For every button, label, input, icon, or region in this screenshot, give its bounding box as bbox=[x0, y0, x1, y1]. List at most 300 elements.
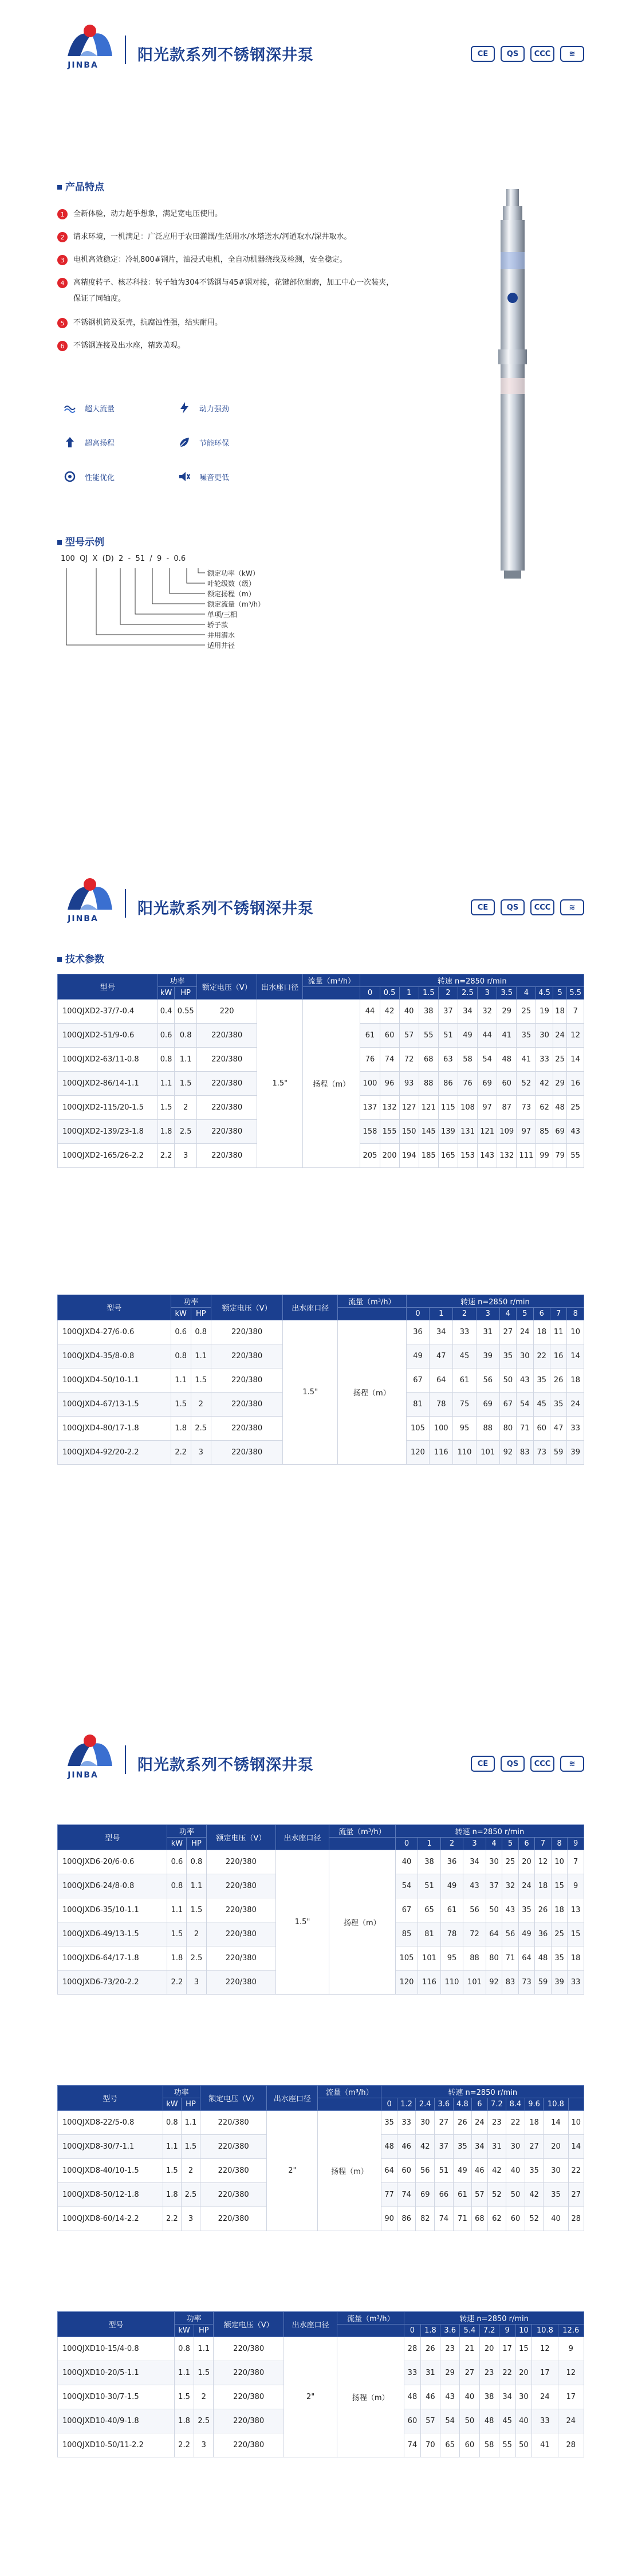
hp-cell: 2 bbox=[187, 1922, 206, 1946]
head-value-cell: 30 bbox=[517, 1344, 533, 1368]
model-annotation: 额定功率（kW） bbox=[207, 569, 259, 577]
voltage-cell: 220/380 bbox=[211, 1320, 283, 1344]
hp-cell: 1.1 bbox=[187, 1874, 206, 1898]
table-header-row bbox=[58, 974, 584, 987]
flow-value-header: 7 bbox=[550, 1308, 566, 1320]
head-value-cell: 27 bbox=[435, 2111, 454, 2135]
col-header-outlet: 出水座口径 bbox=[283, 1295, 338, 1320]
head-value-cell: 26 bbox=[535, 1898, 552, 1922]
flow-value-header: 3.6 bbox=[440, 2325, 460, 2337]
model-cell: 100QJXD8-50/12-1.8 bbox=[58, 2183, 163, 2207]
voltage-cell: 220/380 bbox=[211, 1344, 283, 1368]
optimize-icon bbox=[63, 470, 77, 483]
head-value-cell: 108 bbox=[458, 1096, 477, 1120]
head-value-cell: 10 bbox=[551, 1850, 568, 1874]
lift-icon bbox=[63, 435, 77, 449]
head-value-cell: 127 bbox=[399, 1096, 419, 1120]
model-annotation-lines bbox=[61, 566, 210, 675]
head-value-cell: 32 bbox=[502, 1874, 519, 1898]
speed-label: 转速 bbox=[455, 1828, 472, 1836]
head-value-cell: 40 bbox=[460, 2385, 479, 2409]
table-header-row bbox=[58, 2312, 584, 2325]
flow-value-header: 4.8 bbox=[453, 2098, 472, 2111]
model-annotation: 适用井径 bbox=[207, 642, 235, 650]
head-value-cell: 158 bbox=[360, 1120, 380, 1144]
col-header-model: 型号 bbox=[58, 974, 158, 1000]
model-cell: 100QJXD8-30/7-1.1 bbox=[58, 2135, 163, 2159]
head-value-cell: 46 bbox=[472, 2159, 487, 2183]
model-cell: 100QJXD6-24/8-0.8 bbox=[58, 1874, 167, 1898]
head-value-cell: 12 bbox=[535, 1850, 552, 1874]
head-value-cell: 46 bbox=[397, 2135, 416, 2159]
head-value-cell: 40 bbox=[544, 2207, 568, 2231]
kw-cell: 0.8 bbox=[158, 1048, 174, 1072]
kw-cell: 2.2 bbox=[167, 1971, 187, 1995]
header-divider bbox=[125, 889, 126, 918]
head-value-cell: 55 bbox=[567, 1144, 584, 1168]
head-value-cell: 16 bbox=[567, 1072, 584, 1096]
head-value-cell: 24 bbox=[518, 1874, 535, 1898]
eco-icon bbox=[178, 435, 191, 449]
head-value-cell: 80 bbox=[499, 1417, 516, 1441]
head-value-cell: 14 bbox=[568, 2135, 584, 2159]
head-value-cell: 50 bbox=[499, 1368, 516, 1393]
head-value-cell: 55 bbox=[419, 1024, 438, 1048]
feature-item bbox=[57, 209, 222, 222]
head-value-cell: 100 bbox=[360, 1072, 380, 1096]
head-value-cell: 20 bbox=[479, 2337, 499, 2361]
head-value-cell: 121 bbox=[419, 1096, 438, 1120]
head-value-cell: 49 bbox=[518, 1922, 535, 1946]
head-value-cell: 33 bbox=[567, 1417, 584, 1441]
flow-value-header: 0 bbox=[381, 2098, 397, 2111]
col-header-kw: kW bbox=[163, 2098, 182, 2111]
voltage-cell: 220/380 bbox=[206, 1898, 276, 1922]
head-value-cell: 145 bbox=[419, 1120, 438, 1144]
feature-icon-item bbox=[63, 435, 115, 449]
col-header-kw: kW bbox=[167, 1838, 187, 1850]
feature-icon-label: 节能环保 bbox=[199, 439, 230, 448]
head-value-cell: 34 bbox=[472, 2135, 487, 2159]
model-cell: 100QJXD10-15/4-0.8 bbox=[58, 2337, 175, 2361]
head-value-cell: 194 bbox=[399, 1144, 419, 1168]
head-value-cell: 33 bbox=[532, 2409, 558, 2433]
feature-text-line: 保证了同轴度。 bbox=[73, 294, 126, 303]
head-value-cell: 101 bbox=[418, 1946, 440, 1971]
head-value-cell: 97 bbox=[478, 1096, 497, 1120]
head-value-cell: 97 bbox=[517, 1120, 536, 1144]
head-value-cell: 48 bbox=[381, 2135, 397, 2159]
head-value-cell: 44 bbox=[478, 1024, 497, 1048]
outlet-cell: 2" bbox=[284, 2337, 337, 2457]
voltage-cell: 220/380 bbox=[197, 1120, 257, 1144]
spec-table bbox=[57, 974, 584, 1168]
power-icon bbox=[178, 401, 191, 415]
flow-value-header: 7.2 bbox=[479, 2325, 499, 2337]
col-header-hp: HP bbox=[187, 1838, 206, 1850]
head-value-cell: 42 bbox=[416, 2135, 435, 2159]
head-value-cell: 74 bbox=[380, 1048, 399, 1072]
head-value-cell: 67 bbox=[395, 1898, 418, 1922]
head-value-cell: 86 bbox=[438, 1072, 458, 1096]
head-label-cell: 扬程（m） bbox=[338, 1320, 407, 1465]
head-value-cell: 23 bbox=[479, 2361, 499, 2385]
head-value-cell: 24 bbox=[558, 2409, 584, 2433]
logo-mark-icon bbox=[63, 23, 115, 61]
feature-text-line: 高精度转子、核芯科技：转子轴为304不锈钢与45#钢对接，花键部位耐磨，加工中心一次装夹， bbox=[73, 278, 394, 287]
col-header-hp: HP bbox=[191, 1308, 211, 1320]
head-value-cell: 7 bbox=[568, 1850, 584, 1874]
head-value-cell: 30 bbox=[536, 1024, 553, 1048]
features-title: 产品特点 bbox=[57, 179, 104, 193]
model-cell: 100QJXD6-64/17-1.8 bbox=[58, 1946, 167, 1971]
head-value-cell: 116 bbox=[418, 1971, 440, 1995]
hp-cell: 1.5 bbox=[187, 1898, 206, 1922]
hp-cell: 2 bbox=[182, 2159, 200, 2183]
head-value-cell: 49 bbox=[458, 1024, 477, 1048]
head-value-cell: 64 bbox=[381, 2159, 397, 2183]
head-value-cell: 22 bbox=[506, 2111, 525, 2135]
flow-value-header: 0 bbox=[360, 987, 380, 1000]
head-value-cell: 101 bbox=[476, 1441, 499, 1465]
speed-label: 转速 bbox=[460, 1298, 478, 1307]
feature-item bbox=[57, 278, 393, 307]
head-value-cell: 116 bbox=[430, 1441, 453, 1465]
hp-cell: 0.8 bbox=[175, 1024, 197, 1048]
table-row bbox=[58, 2337, 584, 2361]
head-value-cell: 33 bbox=[453, 1320, 477, 1344]
model-cell: 100QJXD10-40/9-1.8 bbox=[58, 2409, 175, 2433]
kw-cell: 0.8 bbox=[167, 1874, 187, 1898]
head-value-cell: 105 bbox=[395, 1946, 418, 1971]
head-value-cell: 38 bbox=[418, 1850, 440, 1874]
head-value-cell: 49 bbox=[440, 1874, 463, 1898]
feature-number: 6 bbox=[57, 341, 68, 351]
head-value-cell: 28 bbox=[568, 2207, 584, 2231]
head-value-cell: 13 bbox=[568, 1898, 584, 1922]
head-value-cell: 28 bbox=[404, 2337, 421, 2361]
head-value-cell: 88 bbox=[463, 1946, 486, 1971]
col-header-flow: 流量（m³/h） bbox=[303, 974, 360, 987]
head-value-cell: 35 bbox=[517, 1024, 536, 1048]
head-value-cell: 18 bbox=[553, 1000, 567, 1024]
head-value-cell: 28 bbox=[558, 2433, 584, 2457]
col-header-outlet: 出水座口径 bbox=[276, 1825, 329, 1850]
flow-value-header: 1.2 bbox=[397, 2098, 416, 2111]
ccc-cert-icon: CCC bbox=[530, 46, 554, 62]
kw-cell: 0.8 bbox=[171, 1344, 191, 1368]
head-value-cell: 48 bbox=[535, 1946, 552, 1971]
model-cell: 100QJXD10-50/11-2.2 bbox=[58, 2433, 175, 2457]
head-value-cell: 92 bbox=[486, 1971, 502, 1995]
model-annotation: 轿子款 bbox=[207, 621, 229, 629]
head-value-cell: 29 bbox=[440, 2361, 460, 2385]
brand-name: JINBA bbox=[68, 1771, 99, 1780]
head-value-cell: 16 bbox=[550, 1344, 566, 1368]
kw-cell: 1.1 bbox=[171, 1368, 191, 1393]
head-value-cell: 101 bbox=[463, 1971, 486, 1995]
voltage-cell: 220/380 bbox=[206, 1946, 276, 1971]
head-label-cell: 扬程（m） bbox=[329, 1850, 395, 1995]
head-value-cell: 32 bbox=[478, 1000, 497, 1024]
head-value-cell: 75 bbox=[453, 1393, 477, 1417]
flow-value-header: 3.6 bbox=[435, 2098, 454, 2111]
flow-value-header: 0.5 bbox=[380, 987, 399, 1000]
flow-value-header: 1 bbox=[418, 1838, 440, 1850]
flow-value-header: 9 bbox=[499, 2325, 515, 2337]
head-value-cell: 69 bbox=[416, 2183, 435, 2207]
hp-cell: 2.5 bbox=[187, 1946, 206, 1971]
voltage-cell: 220/380 bbox=[197, 1072, 257, 1096]
col-header-speed bbox=[360, 974, 584, 987]
model-cell: 100QJXD4-35/8-0.8 bbox=[58, 1344, 171, 1368]
head-value-cell: 65 bbox=[418, 1898, 440, 1922]
feature-icon-label: 超大流量 bbox=[85, 404, 115, 414]
feature-number: 2 bbox=[57, 232, 68, 242]
voltage-cell: 220/380 bbox=[197, 1024, 257, 1048]
head-value-cell: 45 bbox=[453, 1344, 477, 1368]
feature-number: 1 bbox=[57, 209, 68, 219]
col-header-power: 功率 bbox=[167, 1825, 206, 1838]
page-header bbox=[57, 23, 584, 74]
page-header bbox=[57, 876, 584, 928]
head-value-cell: 48 bbox=[404, 2385, 421, 2409]
model-cell: 100QJXD2-86/14-1.1 bbox=[58, 1072, 158, 1096]
head-value-cell: 50 bbox=[506, 2183, 525, 2207]
kw-cell: 1.8 bbox=[158, 1120, 174, 1144]
head-value-cell: 15 bbox=[551, 1874, 568, 1898]
head-value-cell: 43 bbox=[502, 1898, 519, 1922]
head-value-cell: 80 bbox=[486, 1946, 502, 1971]
head-value-cell: 43 bbox=[463, 1874, 486, 1898]
head-value-cell: 66 bbox=[435, 2183, 454, 2207]
tech-spec-title: 技术参数 bbox=[57, 951, 104, 965]
ce-cert-icon: CE bbox=[471, 46, 495, 62]
feature-text: 全新体验，动力超乎想象，满足宽电压使用。 bbox=[73, 210, 223, 218]
col-header-hp: HP bbox=[175, 987, 197, 1000]
col-header-voltage: 额定电压（V） bbox=[200, 2086, 267, 2111]
hp-cell: 2.5 bbox=[191, 1417, 211, 1441]
flow-value-header: 4 bbox=[517, 987, 536, 1000]
hp-cell: 1.5 bbox=[175, 1072, 197, 1096]
head-value-cell: 40 bbox=[506, 2159, 525, 2183]
spec-table bbox=[57, 1295, 584, 1465]
head-value-cell: 30 bbox=[515, 2385, 532, 2409]
feature-icon-item bbox=[178, 435, 229, 449]
flow-value-header: 4 bbox=[499, 1308, 516, 1320]
head-value-cell: 78 bbox=[430, 1393, 453, 1417]
model-cell: 100QJXD8-40/10-1.5 bbox=[58, 2159, 163, 2183]
head-value-cell: 18 bbox=[567, 1368, 584, 1393]
kw-cell: 1.8 bbox=[163, 2183, 182, 2207]
hp-cell: 1.1 bbox=[194, 2337, 214, 2361]
ce-cert-icon: CE bbox=[471, 1756, 495, 1772]
head-value-cell: 40 bbox=[399, 1000, 419, 1024]
energy-cert-icon: ≋ bbox=[560, 1756, 584, 1772]
head-value-cell: 62 bbox=[487, 2207, 506, 2231]
flow-value-header: 8 bbox=[567, 1308, 584, 1320]
kw-cell: 1.8 bbox=[171, 1417, 191, 1441]
col-header-outlet: 出水座口径 bbox=[284, 2312, 337, 2337]
head-value-cell: 73 bbox=[517, 1096, 536, 1120]
head-value-cell: 42 bbox=[380, 1000, 399, 1024]
feature-number: 5 bbox=[57, 318, 68, 328]
head-value-cell: 67 bbox=[499, 1393, 516, 1417]
head-value-cell: 22 bbox=[533, 1344, 550, 1368]
hp-cell: 2 bbox=[191, 1393, 211, 1417]
head-value-cell: 36 bbox=[440, 1850, 463, 1874]
head-value-cell: 20 bbox=[515, 2361, 532, 2385]
flow-value-header: 10.8 bbox=[544, 2098, 568, 2111]
hp-cell: 0.55 bbox=[175, 1000, 197, 1024]
head-value-cell: 77 bbox=[381, 2183, 397, 2207]
head-value-cell: 30 bbox=[416, 2111, 435, 2135]
head-value-cell: 155 bbox=[380, 1120, 399, 1144]
head-value-cell: 150 bbox=[399, 1120, 419, 1144]
flow-value-header: 0 bbox=[406, 1308, 430, 1320]
speed-value: n=2850 r/min bbox=[478, 1298, 530, 1307]
feature-item bbox=[57, 232, 352, 245]
head-value-cell: 47 bbox=[430, 1344, 453, 1368]
head-value-cell: 12 bbox=[567, 1024, 584, 1048]
head-value-cell: 109 bbox=[497, 1120, 517, 1144]
head-value-cell: 41 bbox=[532, 2433, 558, 2457]
hp-cell: 1.5 bbox=[191, 1368, 211, 1393]
head-value-cell: 76 bbox=[458, 1072, 477, 1096]
head-value-cell: 67 bbox=[406, 1368, 430, 1393]
model-cell: 100QJXD2-139/23-1.8 bbox=[58, 1120, 158, 1144]
flow-value-header: 9 bbox=[568, 1838, 584, 1850]
flow-value-header: 0 bbox=[404, 2325, 421, 2337]
col-header-model: 型号 bbox=[58, 1825, 167, 1850]
feature-text bbox=[73, 275, 393, 307]
head-value-cell: 18 bbox=[533, 1320, 550, 1344]
head-value-cell: 25 bbox=[517, 1000, 536, 1024]
kw-cell: 1.1 bbox=[167, 1898, 187, 1922]
head-value-cell: 57 bbox=[399, 1024, 419, 1048]
col-header-model: 型号 bbox=[58, 1295, 171, 1320]
kw-cell: 2.2 bbox=[163, 2207, 182, 2231]
flow-value-header bbox=[568, 2098, 584, 2111]
head-value-cell: 88 bbox=[476, 1417, 499, 1441]
head-value-cell: 36 bbox=[535, 1922, 552, 1946]
flow-value-header: 2 bbox=[440, 1838, 463, 1850]
head-value-cell: 33 bbox=[404, 2361, 421, 2385]
voltage-cell: 220/380 bbox=[197, 1096, 257, 1120]
head-value-cell: 54 bbox=[478, 1048, 497, 1072]
head-value-cell: 30 bbox=[506, 2135, 525, 2159]
flow-value-header: 2 bbox=[453, 1308, 477, 1320]
col-header-kw: kW bbox=[174, 2325, 194, 2337]
head-value-cell: 17 bbox=[499, 2337, 515, 2361]
outlet-cell: 1.5" bbox=[257, 1000, 303, 1168]
head-value-cell: 17 bbox=[558, 2385, 584, 2409]
flow-value-header: 5 bbox=[553, 987, 567, 1000]
col-header-hp: HP bbox=[182, 2098, 200, 2111]
head-value-cell: 72 bbox=[463, 1922, 486, 1946]
head-value-cell: 88 bbox=[419, 1072, 438, 1096]
col-header-kw: kW bbox=[158, 987, 174, 1000]
table-header-row bbox=[58, 1825, 584, 1838]
qs-cert-icon: QS bbox=[501, 1756, 525, 1772]
head-value-cell: 60 bbox=[506, 2207, 525, 2231]
head-value-cell: 20 bbox=[544, 2135, 568, 2159]
head-value-cell: 74 bbox=[397, 2183, 416, 2207]
head-value-cell: 96 bbox=[380, 1072, 399, 1096]
head-value-cell: 54 bbox=[517, 1393, 533, 1417]
feature-icon-label: 超高扬程 bbox=[85, 439, 115, 448]
voltage-cell: 220/380 bbox=[200, 2183, 267, 2207]
col-header-model: 型号 bbox=[58, 2086, 163, 2111]
outlet-cell: 1.5" bbox=[276, 1850, 329, 1995]
kw-cell: 1.8 bbox=[174, 2409, 194, 2433]
feature-text: 不锈钢连接及出水座，精致美观。 bbox=[73, 341, 186, 350]
head-value-cell: 49 bbox=[406, 1344, 430, 1368]
model-example-title: 型号示例 bbox=[57, 534, 104, 548]
head-value-cell: 56 bbox=[502, 1922, 519, 1946]
kw-cell: 2.2 bbox=[158, 1144, 174, 1168]
col-header-outlet: 出水座口径 bbox=[267, 2086, 318, 2111]
table-header-row bbox=[58, 2086, 584, 2098]
model-annotation: 额定流量（m³/h） bbox=[207, 600, 265, 608]
head-value-cell: 115 bbox=[438, 1096, 458, 1120]
model-cell: 100QJXD4-80/17-1.8 bbox=[58, 1417, 171, 1441]
head-value-cell: 18 bbox=[525, 2111, 544, 2135]
cert-badges bbox=[471, 899, 584, 915]
head-value-cell: 45 bbox=[533, 1393, 550, 1417]
voltage-cell: 220 bbox=[197, 1000, 257, 1024]
head-value-cell: 83 bbox=[502, 1971, 519, 1995]
col-header-model: 型号 bbox=[58, 2312, 175, 2337]
head-value-cell: 42 bbox=[536, 1072, 553, 1096]
kw-cell: 1.1 bbox=[174, 2361, 194, 2385]
flow-value-header: 8 bbox=[551, 1838, 568, 1850]
model-cell: 100QJXD4-50/10-1.1 bbox=[58, 1368, 171, 1393]
head-value-cell: 110 bbox=[453, 1441, 477, 1465]
head-value-cell: 7 bbox=[567, 1000, 584, 1024]
spec-table bbox=[57, 1824, 584, 1995]
model-annotation: 单项/三相 bbox=[207, 611, 238, 619]
head-value-cell: 60 bbox=[460, 2433, 479, 2457]
head-value-cell: 12 bbox=[558, 2361, 584, 2385]
feature-text: 电机高效稳定：冷轧800#钢片，油浸式电机，全自动机器绕线及检测，安全稳定。 bbox=[73, 255, 347, 264]
kw-cell: 0.6 bbox=[158, 1024, 174, 1048]
voltage-cell: 220/380 bbox=[211, 1441, 283, 1465]
voltage-cell: 220/380 bbox=[214, 2385, 284, 2409]
col-header-speed bbox=[381, 2086, 584, 2098]
speed-label: 转速 bbox=[437, 977, 455, 986]
hp-cell: 3 bbox=[182, 2207, 200, 2231]
pump-image bbox=[493, 189, 533, 579]
head-value-cell: 72 bbox=[399, 1048, 419, 1072]
feature-icon-item bbox=[63, 470, 115, 483]
flow-value-header: 7.2 bbox=[487, 2098, 506, 2111]
voltage-cell: 220/380 bbox=[214, 2361, 284, 2385]
head-value-cell: 34 bbox=[430, 1320, 453, 1344]
flow-value-header: 0 bbox=[395, 1838, 418, 1850]
feature-icon-item bbox=[178, 401, 229, 415]
head-value-cell: 50 bbox=[460, 2409, 479, 2433]
voltage-cell: 220/380 bbox=[214, 2433, 284, 2457]
hp-cell: 1.1 bbox=[191, 1344, 211, 1368]
head-value-cell: 59 bbox=[535, 1971, 552, 1995]
head-value-cell: 18 bbox=[551, 1898, 568, 1922]
page-title: 阳光款系列不锈钢深井泵 bbox=[137, 46, 314, 64]
head-value-cell: 35 bbox=[544, 2183, 568, 2207]
col-header-flow-blank bbox=[338, 1308, 407, 1320]
hp-cell: 2 bbox=[194, 2385, 214, 2409]
col-header-flow: 流量（m³/h） bbox=[337, 2312, 404, 2325]
